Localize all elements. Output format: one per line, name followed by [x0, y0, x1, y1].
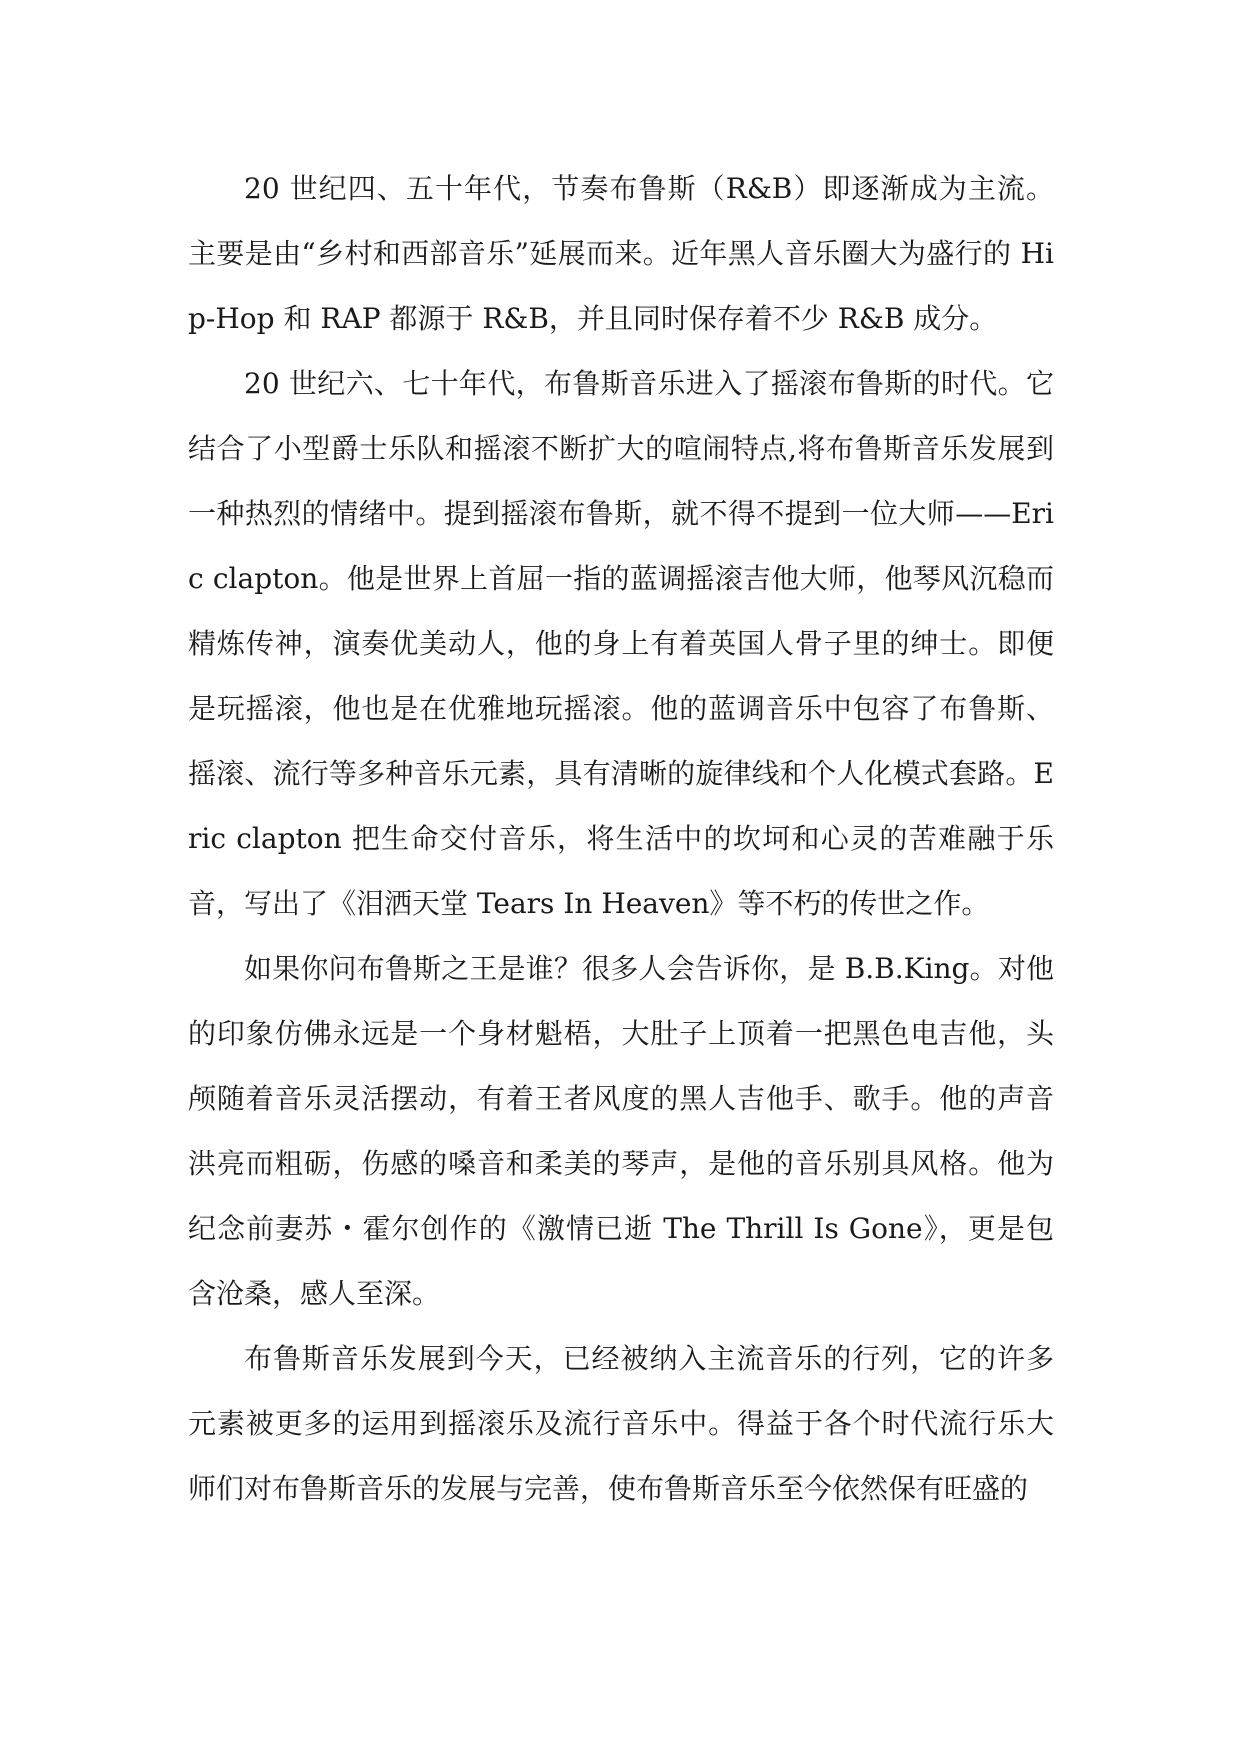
body-text [188, 156, 1054, 1521]
paragraph-rock-blues: 20 世纪六、七十年代，布鲁斯音乐进入了摇滚布鲁斯的时代。它结合了小型爵士乐队和摇滚不断扩大的喧闹特点,将布鲁斯音乐发展到一种热烈的情绪中。提到摇滚布鲁斯，就不得不提到一位大师——Eric clapton。他是世界上首屈一指的蓝调摇滚吉他大师，他琴风沉稳而精炼传神，演奏优美动人，他的身上有着英国人骨子里的绅士。即便是玩摇滚，他也是在优雅地玩摇滚。他的蓝调音乐中包容了布鲁斯、摇滚、流行等多种音乐元素，具有清晰的旋律线和个人化模式套路。Eric clapton 把生命交付音乐，将生活中的坎坷和心灵的苦难融于乐音，写出了《泪洒天堂 Tears In Heaven》等不朽的传世之作。 [188, 367, 1054, 920]
paragraph-rnb: 20 世纪四、五十年代，节奏布鲁斯（R&B）即逐渐成为主流。主要是由“乡村和西部音乐”延展而来。近年黑人音乐圈大为盛行的 Hip-Hop 和 RAP 都源于 R&B，并且同时保存着不少 R&B 成分。 [188, 172, 1054, 335]
paragraph-bb-king: 如果你问布鲁斯之王是谁？很多人会告诉你，是 B.B.King。对他的印象仿佛永远是一个身材魁梧，大肚子上顶着一把黑色电吉他，头颅随着音乐灵活摆动，有着王者风度的黑人吉他手、歌手。他的声音洪亮而粗砺，伤感的嗓音和柔美的琴声，是他的音乐别具风格。他为纪念前妻苏・霍尔创作的《激情已逝 The Thrill Is Gone》，更是包含沧桑，感人至深。 [188, 952, 1054, 1310]
paragraph-blues-today: 布鲁斯音乐发展到今天，已经被纳入主流音乐的行列，它的许多元素被更多的运用到摇滚乐及流行音乐中。得益于各个时代流行乐大师们对布鲁斯音乐的发展与完善，使布鲁斯音乐至今依然保有旺盛的 [188, 1342, 1054, 1505]
